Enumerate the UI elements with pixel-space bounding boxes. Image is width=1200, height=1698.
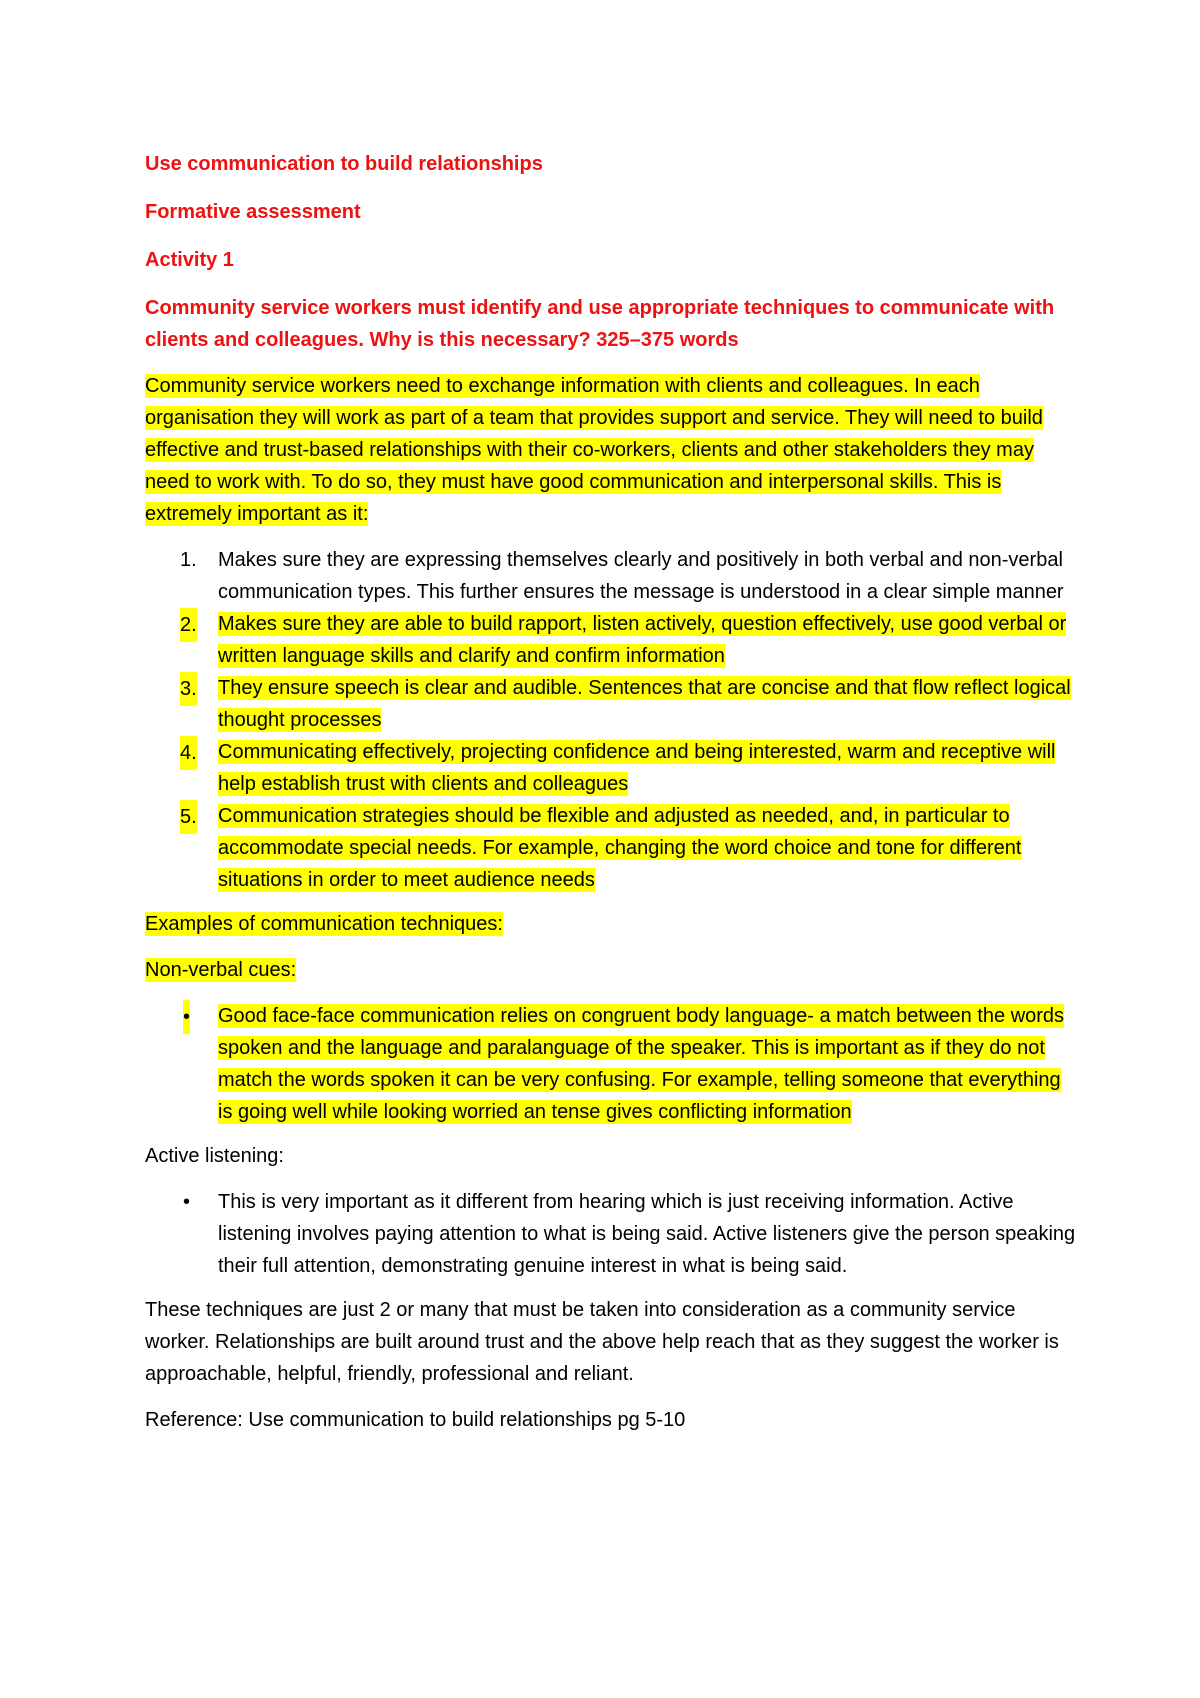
question-heading: Community service workers must identify and use appropriate techniques to communicate with clients and colleagues. Why is this necessary? 325–375 words xyxy=(145,297,1055,351)
bullet-item xyxy=(145,1000,1080,1128)
list-item-text: Communicating effectively, projecting confidence and being interested, warm and receptive will help establish trust with clients and colleagues xyxy=(218,741,1056,795)
list-item-text: Makes sure they are able to build rapport, listen actively, question effectively, use good verbal or written language skills and clarify and confirm information xyxy=(218,613,1067,667)
list-item xyxy=(145,736,1080,800)
bullet-icon: • xyxy=(183,1000,190,1034)
conclusion-paragraph: These techniques are just 2 or many that must be taken into consideration as a community service worker. Relationships are built around trust and the above help reach that as they suggest the worker is approachable, helpful, friendly, professional and reliant. xyxy=(145,1299,1059,1385)
bullet-icon: • xyxy=(183,1191,191,1213)
nonverbal-bullet-list xyxy=(145,1000,1080,1128)
list-item xyxy=(145,672,1080,736)
bullet-item xyxy=(145,1186,1080,1282)
list-item-number: 5. xyxy=(180,800,197,834)
list-item xyxy=(145,544,1080,608)
reference-line: Reference: Use communication to build relationships pg 5-10 xyxy=(145,1409,686,1431)
nonverbal-label xyxy=(145,954,1080,986)
bullet-item-text: Good face-face communication relies on congruent body language- a match between the words spoken and the language and paralanguage of the speaker. This is important as if they do not match the words spoken it can be very confusing. For example, telling someone that everything is going well while looking worried an tense gives conflicting information xyxy=(218,1005,1065,1123)
list-item-text: Makes sure they are expressing themselves clearly and positively in both verbal and non-verbal communication types. This further ensures the message is understood in a clear simple manner xyxy=(218,549,1064,603)
document-subtitle: Formative assessment xyxy=(145,201,361,223)
bullet-item-text: This is very important as it different from hearing which is just receiving information. Active listening involves paying attention to what is being said. Active listeners give the person speaking their full attention, demonstrating genuine interest in what is being said. xyxy=(218,1191,1076,1277)
activity-heading: Activity 1 xyxy=(145,249,234,271)
list-item-text: They ensure speech is clear and audible. Sentences that are concise and that flow reflect logical thought processes xyxy=(218,677,1071,731)
list-item-text: Communication strategies should be flexible and adjusted as needed, and, in particular to accommodate special needs. For example, changing the word choice and tone for different situations in order to meet audience needs xyxy=(218,805,1022,891)
intro-paragraph xyxy=(145,370,1080,530)
active-listening-label: Active listening: xyxy=(145,1145,284,1167)
active-listening-bullet-list xyxy=(145,1186,1080,1282)
nonverbal-label-text: Non-verbal cues: xyxy=(145,959,297,981)
numbered-list xyxy=(145,544,1080,896)
list-item-number: 4. xyxy=(180,736,197,770)
list-item-number: 3. xyxy=(180,672,197,706)
list-item xyxy=(145,800,1080,896)
list-item-number: 2. xyxy=(180,608,197,642)
examples-label xyxy=(145,908,1080,940)
document-title: Use communication to build relationships xyxy=(145,153,543,175)
list-item xyxy=(145,608,1080,672)
list-item-number: 1. xyxy=(180,549,197,571)
intro-paragraph-text: Community service workers need to exchange information with clients and colleagues. In each organisation they will work as part of a team that provides support and service. They will need to build effective and trust-based relationships with their co-workers, clients and other stakeholders they may need to work with. To do so, they must have good communication and interpersonal skills. This is extremely important as it: xyxy=(145,375,1043,525)
examples-label-text: Examples of communication techniques: xyxy=(145,913,503,935)
